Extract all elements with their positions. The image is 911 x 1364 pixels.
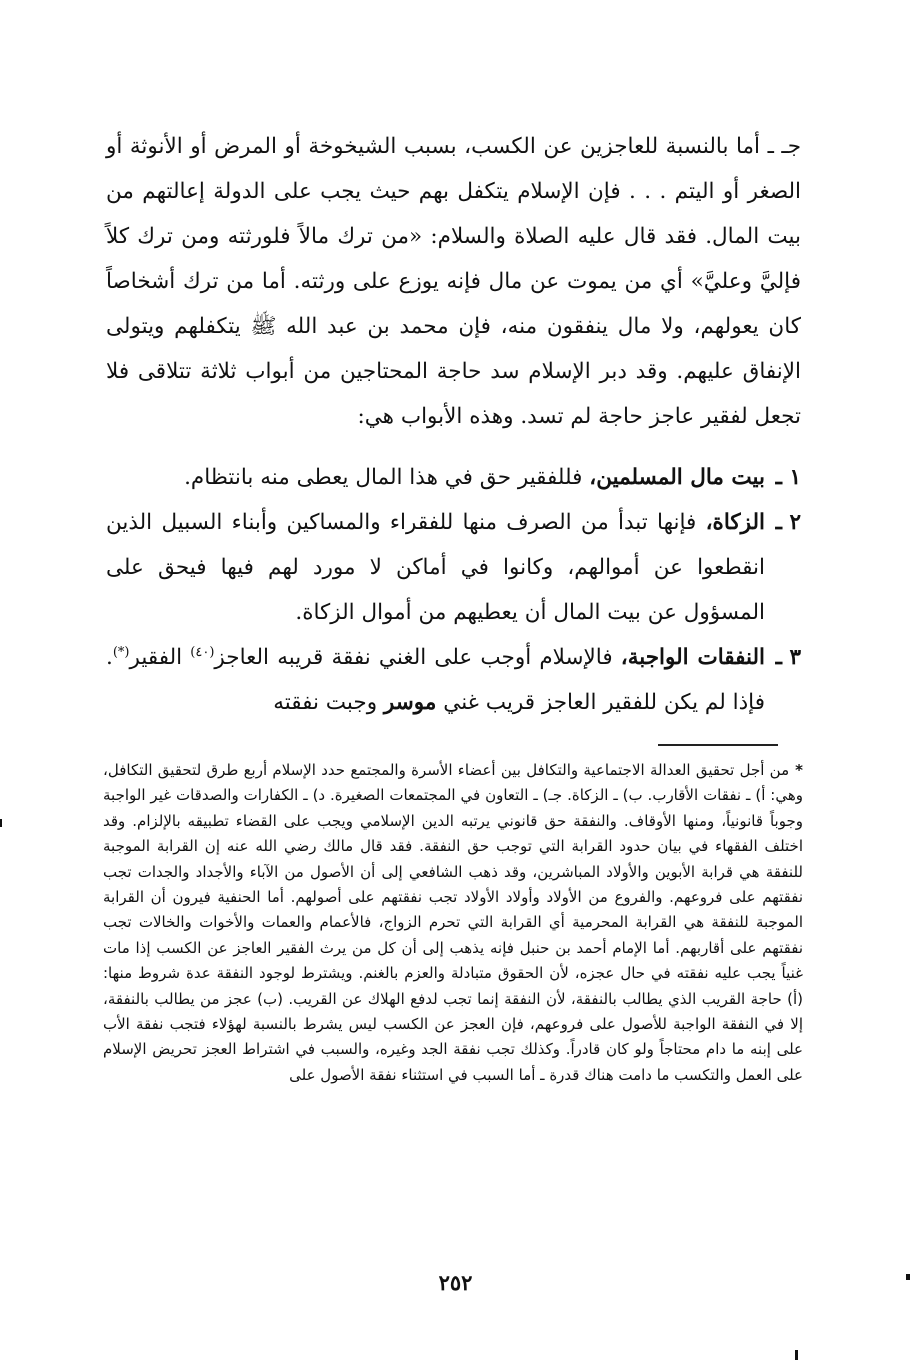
item-text: وجبت نفقته xyxy=(273,690,384,715)
sources-list xyxy=(106,455,801,725)
scan-speck xyxy=(0,819,2,827)
footnote xyxy=(103,758,803,1088)
scan-speck xyxy=(795,1350,798,1360)
page-number: ٢٥٢ xyxy=(438,1270,473,1295)
footnote-divider xyxy=(658,744,778,746)
list-item xyxy=(106,500,801,635)
scan-speck xyxy=(906,1274,910,1280)
intro-text: أما بالنسبة للعاجزين عن الكسب، بسبب الشيخوخة أو المرض أو الأنوثة أو الصغر أو اليتم . . . فإن الإسلام يتكفل بهم حيث يجب على الدولة إعالتهم من بيت المال. فقد قال عليه الصلاة والسلام: «من ترك مالاً فلورثته ومن ترك كلاً فإليَّ وعليَّ» أي من يموت عن مال فإنه يوزع على ورثته. أما من ترك أشخاصاً كان يعولهم، ولا مال ينفقون منه، فإن محمد بن عبد الله ﷺ يتكفلهم ويتولى الإنفاق عليهم. وقد دبر الإسلام سد حاجة المحتاجين من أبواب ثلاثة تتلاقى فلا تجعل لفقير عاجز حاجة لم تسد. وهذه الأبواب هي: xyxy=(106,134,801,429)
item-title: الزكاة، xyxy=(705,510,765,535)
item-bold-word: موسر xyxy=(383,690,437,715)
list-item xyxy=(106,635,801,725)
item-text: فالإسلام أوجب على الغني نفقة قريبه العاجز xyxy=(214,645,621,670)
item-number: ٢ ـ xyxy=(775,510,801,535)
item-number: ٣ ـ xyxy=(775,645,801,670)
item-text: الفقير xyxy=(129,645,191,670)
intro-label: جـ ـ xyxy=(767,134,801,159)
intro-paragraph xyxy=(106,124,801,439)
footnote-marker: * xyxy=(795,761,803,779)
item-text: . فإذا لم يكن للفقير العاجز قريب غني xyxy=(106,645,765,715)
item-title: بيت مال المسلمين، xyxy=(589,465,765,490)
item-text: فللفقير حق في هذا المال يعطى منه بانتظام. xyxy=(184,465,590,490)
footnote-ref[interactable]: (٤٠) xyxy=(190,644,215,660)
footnote-text: من أجل تحقيق العدالة الاجتماعية والتكافل بين أعضاء الأسرة والمجتمع حدد الإسلام أربع طرق لتحقيق التكافل، وهي: أ) ـ نفقات الأقارب. ب) ـ الزكاة. جـ) ـ التعاون في المجتمعات الصغيرة. د) ـ الكفارات والصدقات غير الواجبة وجوباً قانونياً، ومنها الأوقاف. والنفقة حق قانوني يرتبه الدين الإسلامي ويجب على القضاء تطبيقه بالإلزام. وقد اختلف الفقهاء في بيان حدود القرابة التي توجب حق النفقة. فقد قال مالك رضي الله عنه إن القرابة الموجبة للنفقة هي قرابة الأبوين والأولاد المباشرين، وقد ذهب الشافعي إلى أن الأصول من الآباء والأجداد والجدات تجب نفقتهم على فروعهم. والفروع من الأولاد وأولاد الأولاد تجب نفقتهم على أصولهم. أما الحنفية فيرون أن القرابة الموجبة للنفقة هي القرابة المحرمية أي القرابة التي تحرم الزواج، فالأعمام والعمات والأخوات والخالات تجب نفقتهم على أقاربهم. أما الإمام أحمد بن حنبل فإنه يذهب إلى أن كل من يرث الفقير العاجز عن الكسب إذا مات غنياً يجب عليه نفقته في حال عجزه، لأن الحقوق متبادلة والعزم بالغنم. ويشترط لوجود النفقة عدة شروط منها: (أ) حاجة القريب الذي يطالب بالنفقة، لأن النفقة إنما تجب لدفع الهلاك عن القريب. (ب) عجز من يطالب بالنفقة، إلا في النفقة الواجبة للأصول على فروعهم، فإن العجز عن الكسب ليس يشرط بالنسبة لهؤلاء فتجب نفقة الأب على إبنه ما دام محتاجاً ولو كان قادراً. وكذلك تجب نفقة الجد وغيره، والسبب في اشتراط العجز تحريض الإسلام على العمل والتكسب ما دامت هناك قدرة ـ أما السبب في استثناء نفقة الأصول على xyxy=(103,761,803,1084)
footnote-ref-star[interactable]: (*) xyxy=(112,644,130,660)
list-item xyxy=(106,455,801,500)
item-title: النفقات الواجبة، xyxy=(620,645,766,670)
item-number: ١ ـ xyxy=(775,465,801,490)
item-text: فإنها تبدأ من الصرف منها للفقراء والمساكين وأبناء السبيل الذين انقطعوا عن أموالهم، وكانوا في أماكن لا مورد لهم فيها فيحق على المسؤول عن بيت المال أن يعطيهم من أموال الزكاة. xyxy=(106,510,765,625)
main-text xyxy=(106,124,801,725)
